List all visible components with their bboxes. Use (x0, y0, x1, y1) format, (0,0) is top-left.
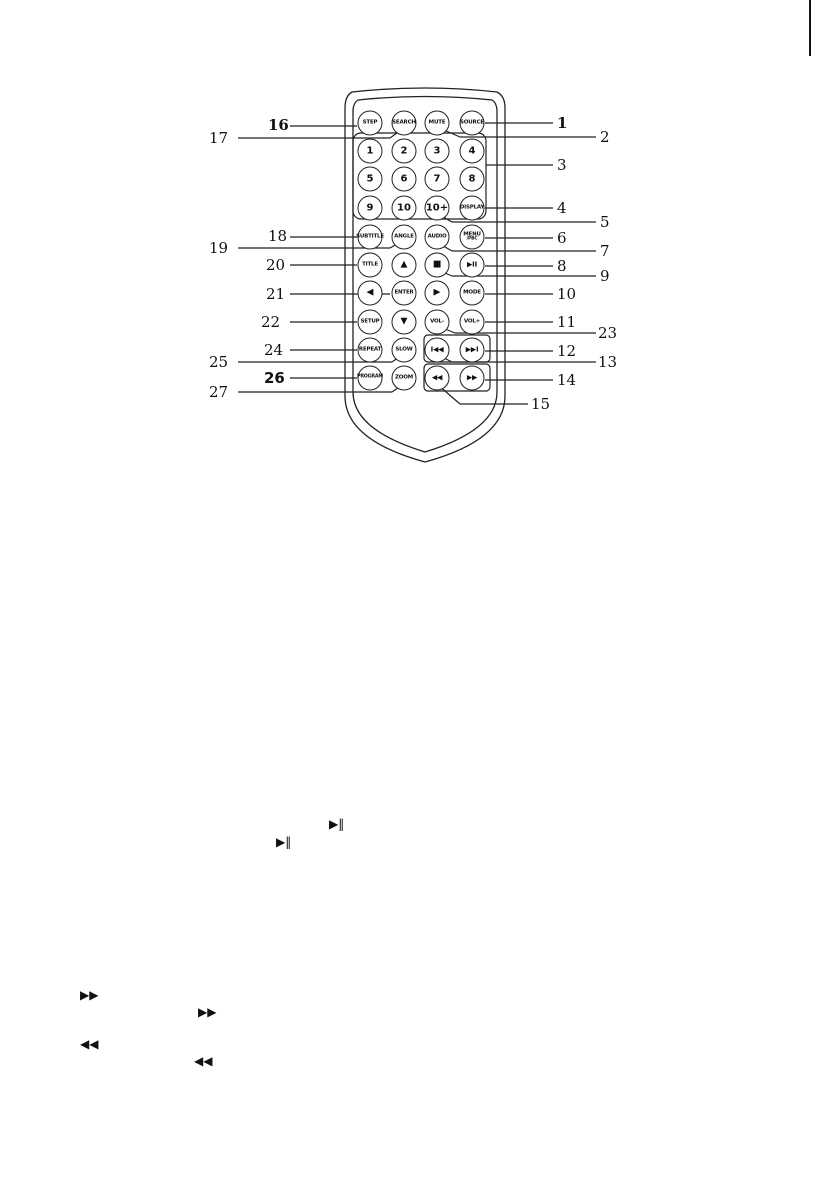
play-pause-icon: ▶‖ (276, 835, 292, 849)
rewind-icon: ◀◀ (80, 1037, 99, 1051)
audio-button[interactable]: AUDIO (425, 225, 450, 250)
slow-button[interactable]: SLOW (392, 338, 417, 363)
play-pause-icon: ▶‖ (329, 817, 345, 831)
enter-button[interactable]: ENTER (392, 281, 417, 306)
menu-label: MENU (463, 231, 481, 237)
callout-25: 25 (209, 353, 229, 371)
mute-button[interactable]: MUTE (425, 111, 450, 136)
source-button[interactable]: SOURCE (460, 111, 485, 136)
setup-button[interactable]: SETUP (358, 310, 383, 335)
callout-7: 7 (600, 242, 610, 260)
digit-5-button[interactable]: 5 (358, 167, 383, 192)
angle-button[interactable]: ANGLE (392, 225, 417, 250)
callout-5: 5 (600, 213, 610, 231)
callout-4: 4 (557, 199, 567, 217)
right-arrow-button[interactable]: ▶ (425, 281, 450, 306)
prev-track-button[interactable]: I◀◀ (425, 338, 450, 363)
fast-forward-icon: ▶▶ (80, 988, 99, 1002)
digit-9-button[interactable]: 9 (358, 196, 383, 221)
left-arrow-button[interactable]: ◀ (358, 281, 383, 306)
vol-up-button[interactable]: VOL+ (460, 310, 485, 335)
callout-15: 15 (531, 395, 551, 413)
callout-26: 26 (264, 369, 285, 387)
callout-24: 24 (264, 341, 284, 359)
digit-4-button[interactable]: 4 (460, 139, 485, 164)
callout-20: 20 (266, 256, 286, 274)
callout-22: 22 (261, 313, 281, 331)
pbc-label: /PBC (466, 236, 478, 242)
play-pause-button[interactable]: ▶II (460, 253, 485, 278)
digit-7-button[interactable]: 7 (425, 167, 450, 192)
search-button[interactable]: SEARCH (392, 111, 417, 136)
callout-19: 19 (209, 239, 229, 257)
mode-button[interactable]: MODE (460, 281, 485, 306)
vol-down-button[interactable]: VOL- (425, 310, 450, 335)
digit-3-button[interactable]: 3 (425, 139, 450, 164)
digit-10-button[interactable]: 10 (392, 196, 417, 221)
callout-21: 21 (266, 285, 286, 303)
callout-6: 6 (557, 229, 567, 247)
callout-3: 3 (557, 156, 567, 174)
callout-16: 16 (268, 116, 289, 134)
fast-forward-button[interactable]: ▶▶ (460, 366, 485, 391)
up-arrow-button[interactable]: ▲ (392, 253, 417, 278)
callout-11: 11 (557, 313, 577, 331)
stop-button[interactable]: ■ (425, 253, 450, 278)
callout-18: 18 (268, 227, 288, 245)
title-button[interactable]: TITLE (358, 253, 383, 278)
callout-1: 1 (557, 114, 568, 132)
down-arrow-button[interactable]: ▼ (392, 310, 417, 335)
repeat-button[interactable]: REPEAT (358, 338, 383, 363)
fast-forward-icon: ▶▶ (198, 1005, 217, 1019)
callout-8: 8 (557, 257, 567, 275)
callout-23: 23 (598, 324, 618, 342)
callout-2: 2 (600, 128, 610, 146)
digit-10-plus-button[interactable]: 10+ (425, 196, 450, 221)
callout-14: 14 (557, 371, 577, 389)
digit-8-button[interactable]: 8 (460, 167, 485, 192)
callout-13: 13 (598, 353, 618, 371)
callout-27: 27 (209, 383, 229, 401)
subtitle-button[interactable]: SUBTITLE (358, 225, 383, 250)
menu-pbc-button[interactable] (460, 225, 485, 250)
program-button[interactable]: PROGRAM (358, 366, 383, 391)
rewind-button[interactable]: ◀◀ (425, 366, 450, 391)
callout-10: 10 (557, 285, 577, 303)
digit-2-button[interactable]: 2 (392, 139, 417, 164)
display-button[interactable]: DISPLAY (460, 196, 485, 221)
callout-17: 17 (209, 129, 229, 147)
rewind-icon: ◀◀ (194, 1054, 213, 1068)
callout-12: 12 (557, 342, 577, 360)
next-track-button[interactable]: ▶▶I (460, 338, 485, 363)
zoom-button[interactable]: ZOOM (392, 366, 417, 391)
callout-9: 9 (600, 267, 610, 285)
digit-1-button[interactable]: 1 (358, 139, 383, 164)
digit-6-button[interactable]: 6 (392, 167, 417, 192)
step-button[interactable]: STEP (358, 111, 383, 136)
